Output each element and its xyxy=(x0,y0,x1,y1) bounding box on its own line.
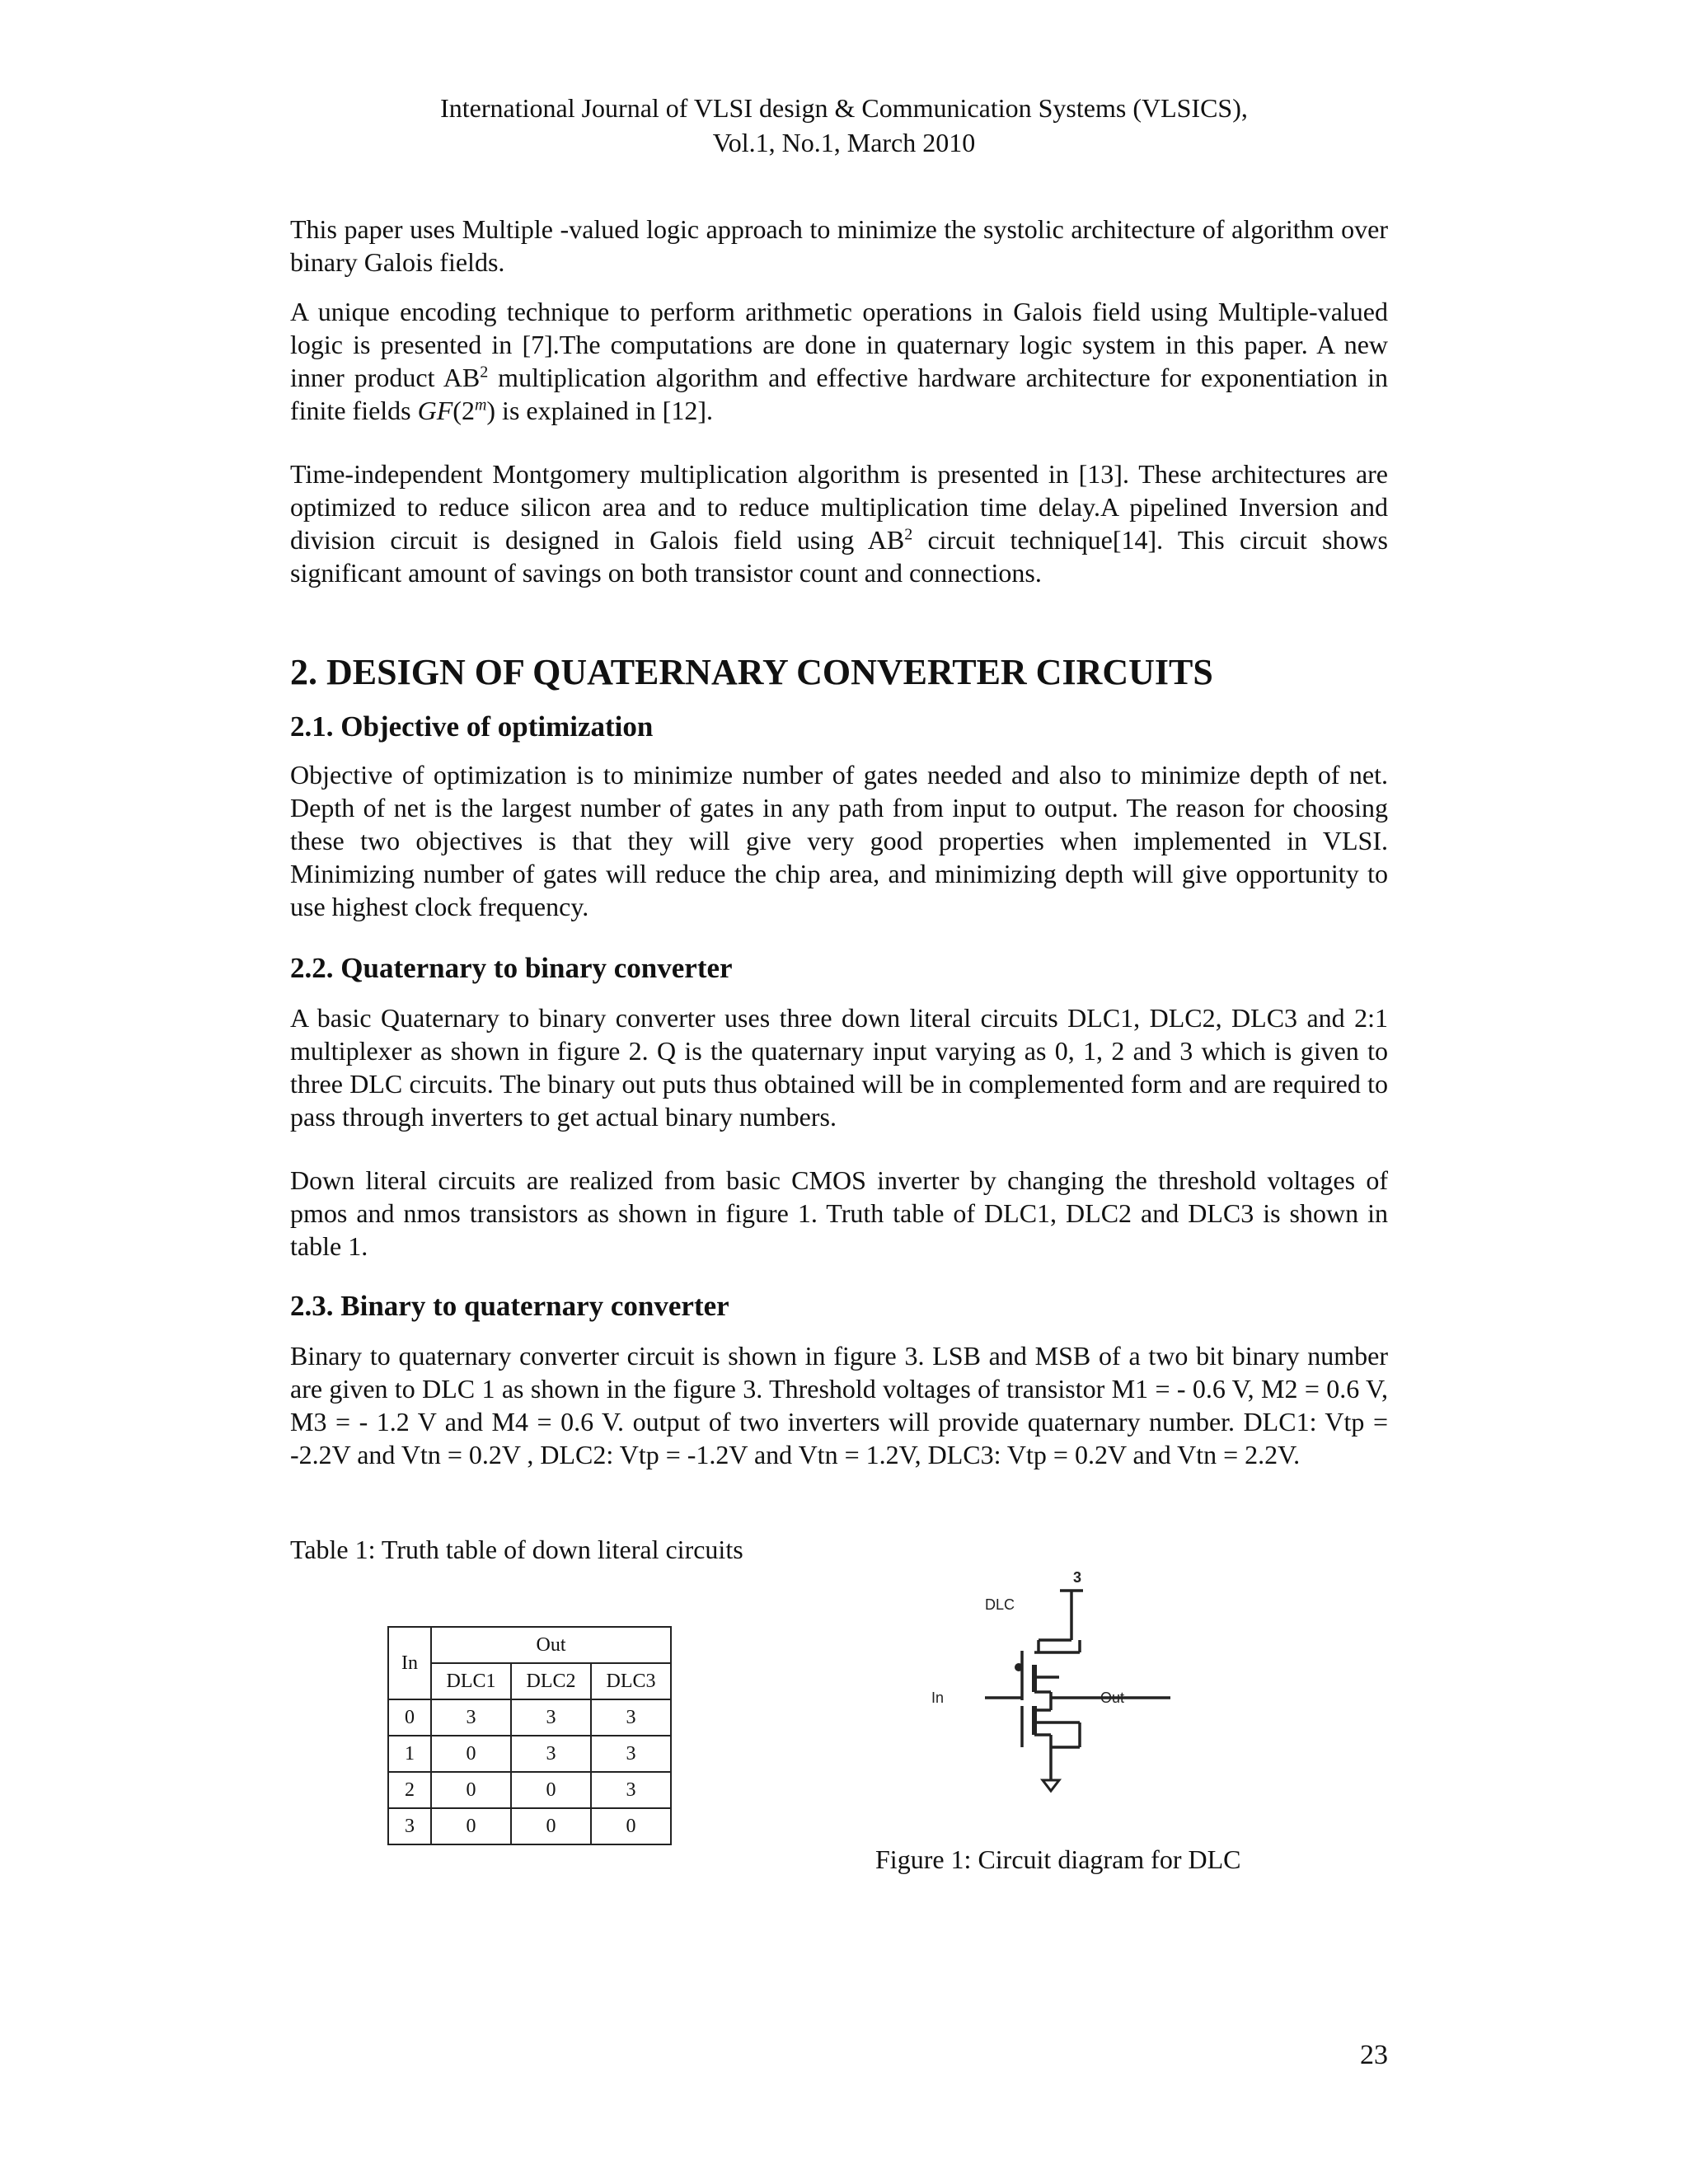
section-2-2-paragraph-2: Down literal circuits are realized from basic CMOS inverter by changing the threshold voltages of pmos and nmos transistors as shown in figure 1. Truth table of DLC1, DLC2 and DLC3 is shown in table 1. xyxy=(290,1165,1388,1261)
table-row xyxy=(388,1736,671,1772)
fig-supply-label: 3 xyxy=(1073,1569,1082,1586)
intro-paragraph-3: Time-independent Montgomery multiplication algorithm is presented in [13]. These architectures are optimized to reduce silicon area and to reduce multiplication time delay.A pipelined Inversion and division circuit is designed in Galois field using $AB^2$ circuit technique[14]. This circuit shows significant amount of savings on both transistor count and connections. xyxy=(290,459,1389,588)
table-cell: 0 xyxy=(388,1699,431,1736)
section-2-2-heading: 2.2. Quaternary to binary converter xyxy=(290,952,733,984)
table-cell: 2 xyxy=(388,1772,431,1808)
table-subheader-row xyxy=(388,1663,671,1699)
intro-paragraph-2: A unique encoding technique to perform arithmetic operations in Galois field using Multiple-valued logic is presented in [7].The computations are done in quaternary logic system in this paper. A new inner product $AB^2$ multiplication algorithm and effective hardware architecture for exponentiation in finite fields GF(2$^m$) is explained in [12]. xyxy=(290,297,1389,425)
table-header-dlc1: DLC1 xyxy=(431,1663,511,1699)
table-cell: 1 xyxy=(388,1736,431,1772)
page-number: 23 xyxy=(1360,2040,1388,2070)
running-header xyxy=(0,91,1688,160)
truth-table xyxy=(387,1626,672,1845)
fig-in-label: In xyxy=(931,1690,945,1706)
section-2-2-paragraph-1: A basic Quaternary to binary converter uses three down literal circuits DLC1, DLC2, DLC3 and 2:1 multiplexer as shown in figure 2. Q is the quaternary input varying as 0, 1, 2 and 3 which is given to three DLC circuits. The binary out puts thus obtained will be in complemented form and are required to pass through inverters to get actual binary numbers. xyxy=(290,1003,1388,1132)
table-1-caption: Table 1: Truth table of down literal circuits xyxy=(290,1535,743,1564)
table-cell: 3 xyxy=(431,1699,511,1736)
section-2-1-heading: 2.1. Objective of optimization xyxy=(290,710,654,743)
table-cell: 3 xyxy=(511,1699,591,1736)
table-cell: 0 xyxy=(511,1808,591,1844)
table-header-out: Out xyxy=(431,1627,671,1663)
table-cell: 0 xyxy=(431,1772,511,1808)
header-volume-line: Vol.1, No.1, March 2010 xyxy=(712,128,976,157)
dlc-circuit-diagram xyxy=(923,1562,1170,1809)
table-header-in: In xyxy=(388,1627,431,1699)
fig-dlc-label: DLC xyxy=(985,1596,1015,1613)
table-row xyxy=(388,1808,671,1844)
section-2-1-paragraph: Objective of optimization is to minimize number of gates needed and also to minimize depth of net. Depth of net is the largest number of gates in any path from input to output. The reason for choosing these two objectives is that they will give very good properties when implemented in VLSI. Minimizing number of gates will reduce the chip area, and minimizing depth will give opportunity to use highest clock frequency. xyxy=(290,760,1388,921)
table-header-dlc2: DLC2 xyxy=(511,1663,591,1699)
table-cell: 3 xyxy=(591,1699,671,1736)
table-header-dlc3: DLC3 xyxy=(591,1663,671,1699)
table-cell: 3 xyxy=(388,1808,431,1844)
fig-out-label: Out xyxy=(1100,1690,1125,1706)
table-cell: 0 xyxy=(511,1772,591,1808)
table-cell: 0 xyxy=(431,1736,511,1772)
table-cell: 0 xyxy=(431,1808,511,1844)
header-journal-line: International Journal of VLSI design & Communication Systems (VLSICS), xyxy=(440,93,1248,123)
table-cell: 3 xyxy=(511,1736,591,1772)
table-row xyxy=(388,1699,671,1736)
table-cell: 3 xyxy=(591,1772,671,1808)
intro-paragraph-1: This paper uses Multiple -valued logic approach to minimize the systolic architecture of algorithm over binary Galois fields. xyxy=(290,214,1388,277)
section-2-3-paragraph: Binary to quaternary converter circuit is shown in figure 3. LSB and MSB of a two bit binary number are given to DLC 1 as shown in the figure 3. Threshold voltages of transistor M1 = - 0.6 V, M2 = 0.6 V, M3 = - 1.2 V and M4 = 0.6 V. output of two inverters will provide quaternary number. DLC1: Vtp = -2.2V and Vtn = 0.2V , DLC2: Vtp = -1.2V and Vtn = 1.2V, DLC3: Vtp = 0.2V and Vtn = 2.2V. xyxy=(290,1341,1388,1469)
table-row xyxy=(388,1772,671,1808)
table-cell: 3 xyxy=(591,1736,671,1772)
figure-1-caption: Figure 1: Circuit diagram for DLC xyxy=(875,1844,1241,1874)
section-2-3-heading: 2.3. Binary to quaternary converter xyxy=(290,1290,729,1322)
table-cell: 0 xyxy=(591,1808,671,1844)
section-2-heading: 2. DESIGN OF QUATERNARY CONVERTER CIRCUITS xyxy=(290,652,1213,692)
table-header-row xyxy=(388,1627,671,1663)
